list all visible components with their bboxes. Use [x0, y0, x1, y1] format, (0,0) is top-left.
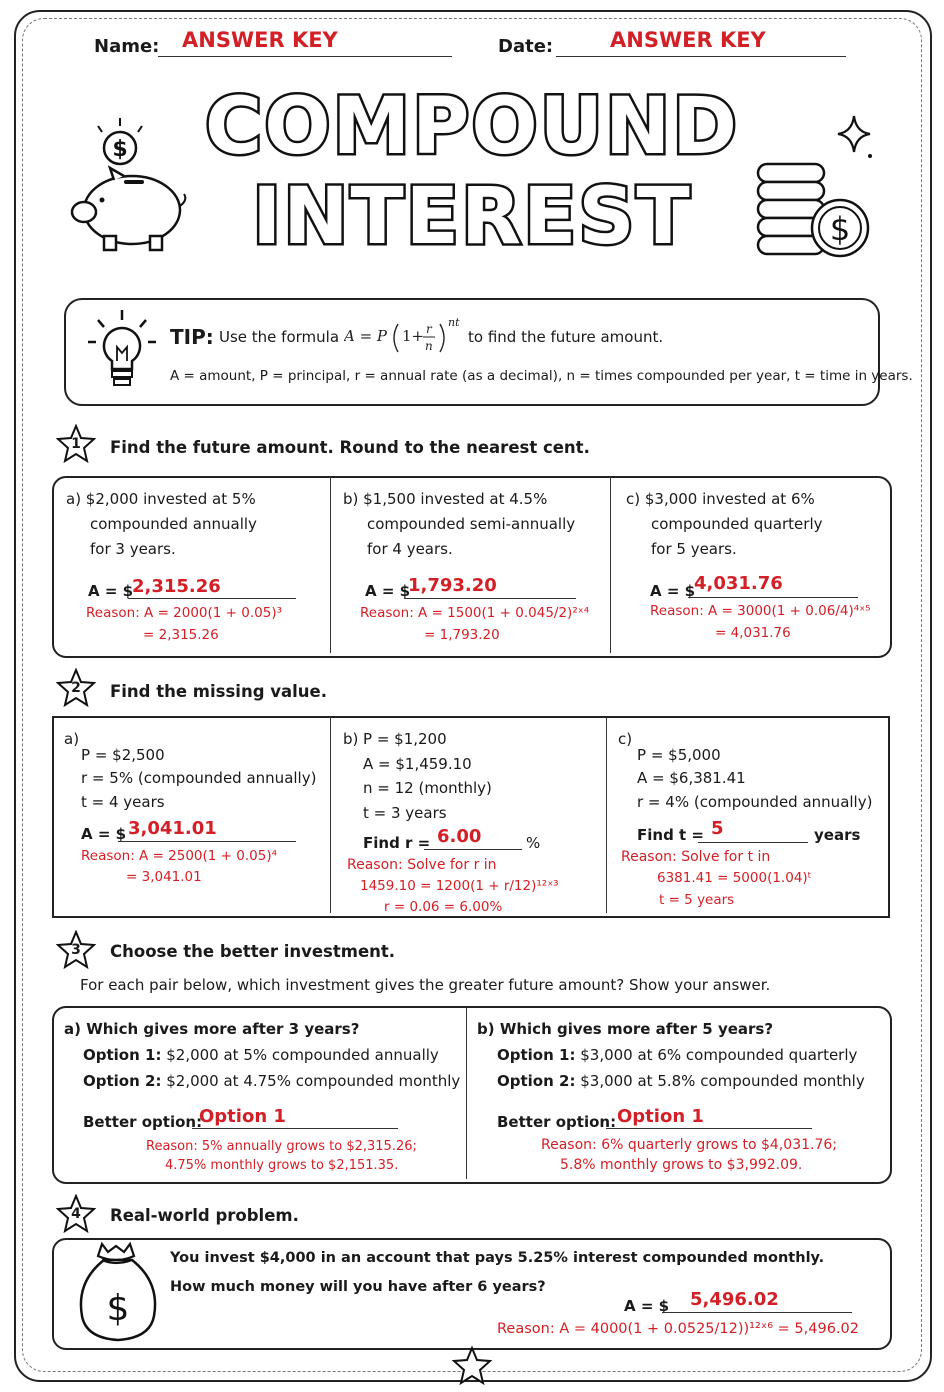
- reason-text: Reason: A = 2000(1 + 0.05)³: [86, 605, 283, 621]
- answer-unit: years: [814, 826, 861, 844]
- formula-graphic: [344, 312, 466, 358]
- reason-text: = 2,315.26: [143, 627, 219, 643]
- reason-text: = 3,041.01: [126, 869, 202, 885]
- problem-text: compounded quarterly: [651, 515, 823, 533]
- reason-text: Reason: Solve for r in: [347, 857, 497, 873]
- option-1: [83, 1046, 439, 1064]
- answer-line: [118, 841, 296, 842]
- question: [64, 1020, 359, 1038]
- answer-line: [698, 842, 808, 843]
- light-bulb-icon: [84, 306, 160, 396]
- section-2-heading: Find the missing value.: [110, 682, 327, 701]
- answer-line: [128, 598, 296, 599]
- reason-text: 4.75% monthly grows to $2,151.35.: [165, 1158, 399, 1173]
- better-option-label: Better option:: [83, 1113, 203, 1131]
- problem-text: P = $2,500: [81, 746, 165, 764]
- svg-text:1+: 1+: [402, 327, 425, 345]
- problem-letter: a): [64, 730, 80, 748]
- bag-dollar-symbol: $: [106, 1288, 130, 1329]
- reason-text: t = 5 years: [659, 892, 735, 908]
- problem-text: compounded annually: [90, 515, 257, 533]
- option-text: $3,000 at 6% compounded quarterly: [580, 1046, 858, 1064]
- divider: [606, 717, 607, 913]
- reason-text: Reason: Solve for t in: [621, 849, 771, 865]
- answer-value: Option 1: [617, 1106, 704, 1127]
- reason-text: Reason: A = 3000(1 + 0.06/4)⁴ˣ⁵: [650, 603, 871, 619]
- answer-line: [606, 1128, 812, 1129]
- answer-line: [424, 849, 522, 850]
- section-3-number: 3: [71, 942, 81, 958]
- svg-text:A = P: A = P: [344, 327, 388, 345]
- name-line: [158, 56, 452, 57]
- reason-text: r = 0.06 = 6.00%: [384, 899, 503, 915]
- problem-letter: c): [618, 730, 633, 748]
- divider: [330, 717, 331, 913]
- reason-text: Reason: A = 2500(1 + 0.05)⁴: [81, 848, 278, 864]
- problem-text: r = 5% (compounded annually): [81, 769, 317, 787]
- problem-text: r = 4% (compounded annually): [637, 793, 873, 811]
- tip-text-before: Use the formula: [219, 328, 340, 346]
- reason-text: 1459.10 = 1200(1 + r/12)¹²ˣ³: [360, 878, 559, 894]
- problem-text: compounded semi-annually: [367, 515, 576, 533]
- option-label: Option 1:: [497, 1046, 576, 1064]
- problem-text: for 4 years.: [367, 540, 453, 558]
- reason-text: Reason: A = 4000(1 + 0.0525/12))¹²ˣ⁶ = 5,496.02: [497, 1321, 859, 1337]
- answer-label: A = $: [650, 582, 696, 600]
- section-4-number: 4: [71, 1206, 81, 1222]
- option-2: [83, 1072, 460, 1090]
- find-label: Find t =: [637, 826, 704, 844]
- option-text: $2,000 at 5% compounded annually: [166, 1046, 439, 1064]
- coin-dollar-symbol: $: [829, 210, 851, 248]
- problem-text: b) $1,500 invested at 4.5%: [343, 490, 548, 508]
- piggy-coin-symbol: $: [112, 137, 128, 162]
- title-line-1: COMPOUND: [204, 82, 739, 172]
- reason-text: Reason: 6% quarterly grows to $4,031.76;: [541, 1137, 837, 1153]
- answer-value: 1,793.20: [408, 575, 497, 596]
- reason-text: Reason: 5% annually grows to $2,315.26;: [146, 1139, 417, 1154]
- answer-value: 2,315.26: [132, 576, 221, 597]
- real-world-question-2: How much money will you have after 6 years?: [170, 1279, 546, 1295]
- date-value: ANSWER KEY: [610, 28, 766, 52]
- answer-value: 4,031.76: [694, 573, 783, 594]
- section-3-heading: Choose the better investment.: [110, 942, 396, 961]
- title-line-2: INTEREST: [252, 172, 692, 262]
- option-label: Option 2:: [497, 1072, 576, 1090]
- section-1-number: 1: [71, 436, 81, 452]
- problem-text: A = $1,459.10: [363, 755, 472, 773]
- reason-text: = 1,793.20: [424, 627, 500, 643]
- answer-label: A = $: [365, 582, 411, 600]
- answer-value: 5: [711, 818, 724, 839]
- find-label: Find r =: [363, 834, 431, 852]
- reason-text: 5.8% monthly grows to $3,992.09.: [560, 1157, 803, 1173]
- section-3-subheading: For each pair below, which investment gives the greater future amount? Show your answer.: [80, 976, 771, 994]
- problem-text: a) $2,000 invested at 5%: [66, 490, 256, 508]
- option-label: Option 1:: [83, 1046, 162, 1064]
- section-2-number: 2: [71, 680, 81, 696]
- divider: [610, 477, 611, 653]
- section-4-heading: Real-world problem.: [110, 1206, 299, 1225]
- problem-text: P = $5,000: [637, 746, 721, 764]
- tip-text-after: to find the future amount.: [468, 328, 664, 346]
- problem-letter: b): [343, 730, 359, 748]
- reason-text: = 4,031.76: [715, 625, 791, 641]
- tip-box: [64, 298, 880, 406]
- answer-label: A = $: [624, 1297, 670, 1315]
- divider: [330, 477, 331, 653]
- svg-text:nt: nt: [448, 316, 460, 329]
- svg-text:n: n: [425, 339, 433, 353]
- answer-label: A = $: [88, 582, 134, 600]
- piggy-bank-icon: [62, 108, 192, 268]
- tip-label: TIP:: [170, 325, 214, 349]
- problem-text: A = $6,381.41: [637, 769, 746, 787]
- answer-value: Option 1: [199, 1106, 286, 1127]
- question-text: a) Which gives more after 3 years?: [64, 1020, 360, 1038]
- svg-text:r: r: [426, 322, 432, 336]
- date-line: [556, 56, 846, 57]
- answer-line: [404, 598, 576, 599]
- date-label: Date:: [498, 36, 554, 57]
- coin-stack-icon: [748, 150, 878, 270]
- answer-value: 3,041.01: [128, 818, 217, 839]
- reason-text: Reason: A = 1500(1 + 0.045/2)²ˣ⁴: [360, 605, 590, 621]
- section-1-heading: Find the future amount. Round to the nearest cent.: [110, 438, 590, 457]
- problem-text: t = 3 years: [363, 804, 447, 822]
- option-text: $3,000 at 5.8% compounded monthly: [580, 1072, 865, 1090]
- name-value: ANSWER KEY: [182, 28, 338, 52]
- option-1: [497, 1046, 857, 1064]
- real-world-question-1: You invest $4,000 in an account that pays 5.25% interest compounded monthly.: [170, 1250, 825, 1266]
- problem-text: for 3 years.: [90, 540, 176, 558]
- answer-line: [688, 597, 858, 598]
- option-2: [497, 1072, 865, 1090]
- problem-text: n = 12 (monthly): [363, 779, 492, 797]
- problem-text: t = 4 years: [81, 793, 165, 811]
- tip-legend: A = amount, P = principal, r = annual rate (as a decimal), n = times compounded per year, t = time in years.: [170, 368, 913, 384]
- option-text: $2,000 at 4.75% compounded monthly: [166, 1072, 461, 1090]
- divider: [466, 1007, 467, 1179]
- answer-unit: %: [526, 834, 541, 852]
- answer-label: A = $: [81, 825, 127, 843]
- problem-text: for 5 years.: [651, 540, 737, 558]
- question-text: b) Which gives more after 5 years?: [477, 1020, 774, 1038]
- answer-line: [192, 1128, 398, 1129]
- bottom-star-ornament-icon: [448, 1344, 496, 1388]
- answer-value: 6.00: [437, 826, 482, 847]
- answer-value: 5,496.02: [690, 1289, 779, 1310]
- problem-text: P = $1,200: [363, 730, 447, 748]
- better-option-label: Better option:: [497, 1113, 617, 1131]
- answer-line: [662, 1312, 852, 1313]
- problem-text: c) $3,000 invested at 6%: [626, 490, 815, 508]
- name-label: Name:: [94, 36, 160, 57]
- money-bag-icon: [74, 1240, 160, 1344]
- option-label: Option 2:: [83, 1072, 162, 1090]
- reason-text: 6381.41 = 5000(1.04)ᵗ: [657, 870, 812, 886]
